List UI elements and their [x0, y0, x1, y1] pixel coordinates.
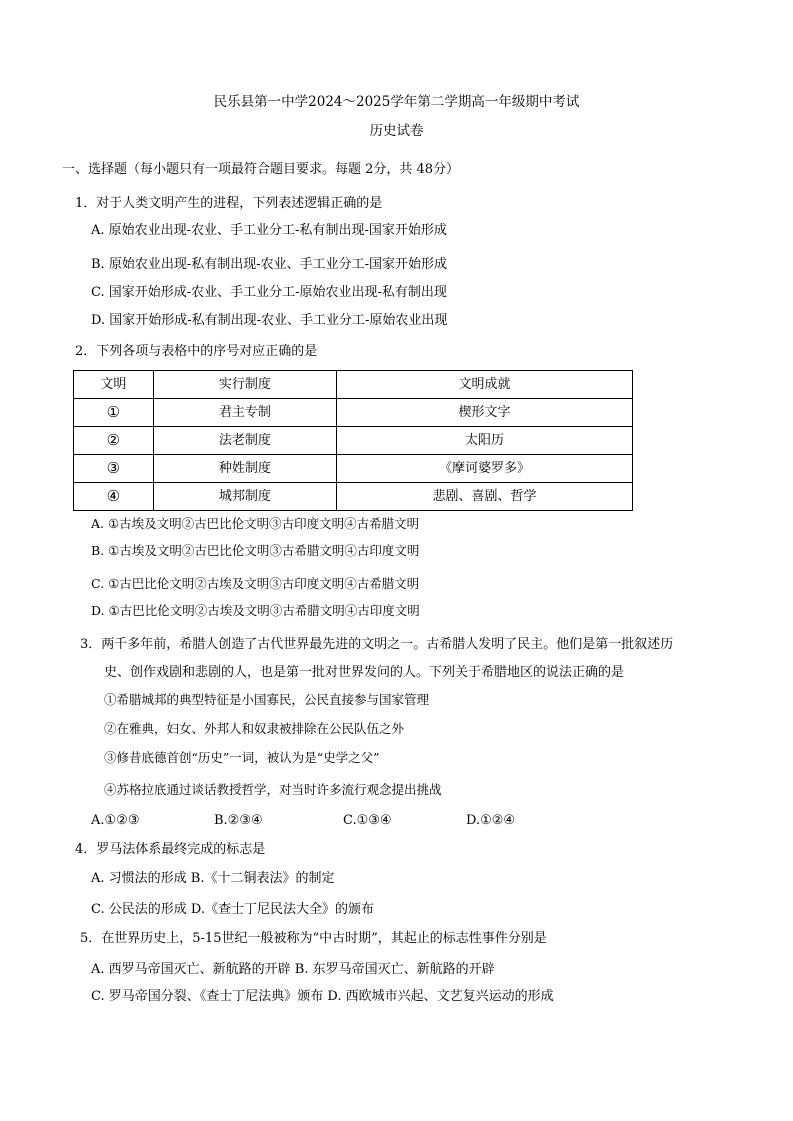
q2-option-a: A. ①古埃及文明②古巴比伦文明③古印度文明④古希腊文明 [91, 516, 420, 531]
q5-stem: 5．在世界历史上，5-15世纪一般被称为“中古时期”，其起止的标志性事件分别是 [80, 931, 547, 946]
table-header-cell: 实行制度 [153, 371, 336, 399]
q3-option-b: B.②③④ [214, 813, 263, 828]
q5-options-cd: C. 罗马帝国分裂、《查士丁尼法典》颁布 D. 西欧城市兴起、文艺复兴运动的形成 [91, 989, 554, 1004]
q3-statement-2: ②在雅典，妇女、外邦人和奴隶被排除在公民队伍之外 [104, 721, 405, 736]
table-header-row [74, 371, 633, 399]
q3-option-a: A.①②③ [91, 813, 140, 828]
q4-options-cd: C. 公民法的形成 D.《查士丁尼民法大全》的颁布 [91, 902, 374, 917]
q3-statement-4: ④苏格拉底通过谈话教授哲学，对当时许多流行观念提出挑战 [104, 782, 442, 797]
page-title: 民乐县第一中学2024～2025学年第二学期高一年级期中考试 [213, 94, 580, 110]
table-cell: 《摩诃婆罗多》 [337, 455, 633, 483]
q2-option-c: C. ①古巴比伦文明②古埃及文明③古印度文明④古希腊文明 [91, 576, 420, 591]
q3-option-d: D.①②④ [466, 813, 516, 828]
q2-stem: 2．下列各项与表格中的序号对应正确的是 [75, 344, 318, 359]
q3-stem-line1: 3．两千多年前，希腊人创造了古代世界最先进的文明之一。古希腊人发明了民主。他们是第一批叙述历 [80, 637, 674, 652]
table-cell: 太阳历 [337, 427, 633, 455]
q1-option-d: D. 国家开始形成-私有制出现-农业、手工业分工-原始农业出现 [91, 313, 448, 328]
q1-option-c: C. 国家开始形成-农业、手工业分工-原始农业出现-私有制出现 [91, 285, 447, 300]
q2-option-b: B. ①古埃及文明②古巴比伦文明③古希腊文明④古印度文明 [91, 543, 420, 558]
table-cell: 法老制度 [153, 427, 336, 455]
q4-options-ab: A. 习惯法的形成 B.《十二铜表法》的制定 [91, 871, 335, 886]
q3-stem-line2: 史、创作戏剧和悲剧的人，也是第一批对世界发问的人。下列关于希腊地区的说法正确的是 [104, 665, 625, 680]
table-cell: ① [74, 399, 154, 427]
table-cell: 城邦制度 [153, 483, 336, 511]
q1-stem: 1．对于人类文明产生的进程，下列表述逻辑正确的是 [75, 196, 383, 211]
q4-stem: 4．罗马法体系最终完成的标志是 [75, 842, 266, 857]
table-row [74, 483, 633, 511]
q2-table [73, 370, 633, 511]
table-row [74, 455, 633, 483]
table-cell: ④ [74, 483, 154, 511]
table-row [74, 427, 633, 455]
q3-statement-3: ③修昔底德首创“历史”一词，被认为是“史学之父” [104, 750, 380, 765]
table-cell: 楔形文字 [337, 399, 633, 427]
q3-statement-1: ①希腊城邦的典型特征是小国寡民，公民直接参与国家管理 [104, 692, 430, 707]
table-row [74, 399, 633, 427]
table-header-cell: 文明成就 [337, 371, 633, 399]
table-cell: 种姓制度 [153, 455, 336, 483]
q1-option-b: B. 原始农业出现-私有制出现-农业、手工业分工-国家开始形成 [91, 257, 447, 272]
table-cell: 悲剧、喜剧、哲学 [337, 483, 633, 511]
table-cell: 君主专制 [153, 399, 336, 427]
q5-options-ab: A. 西罗马帝国灭亡、新航路的开辟 B. 东罗马帝国灭亡、新航路的开辟 [91, 962, 495, 977]
section-heading: 一、选择题（每小题只有一项最符合题目要求。每题 2分，共 48分） [62, 162, 460, 177]
page-subtitle: 历史试卷 [369, 123, 424, 139]
q1-option-a: A. 原始农业出现-农业、手工业分工-私有制出现-国家开始形成 [91, 223, 447, 238]
q2-option-d: D. ①古巴比伦文明②古埃及文明③古希腊文明④古印度文明 [91, 603, 420, 618]
table-header-cell: 文明 [74, 371, 154, 399]
q3-option-c: C.①③④ [343, 813, 392, 828]
table-cell: ③ [74, 455, 154, 483]
table-cell: ② [74, 427, 154, 455]
